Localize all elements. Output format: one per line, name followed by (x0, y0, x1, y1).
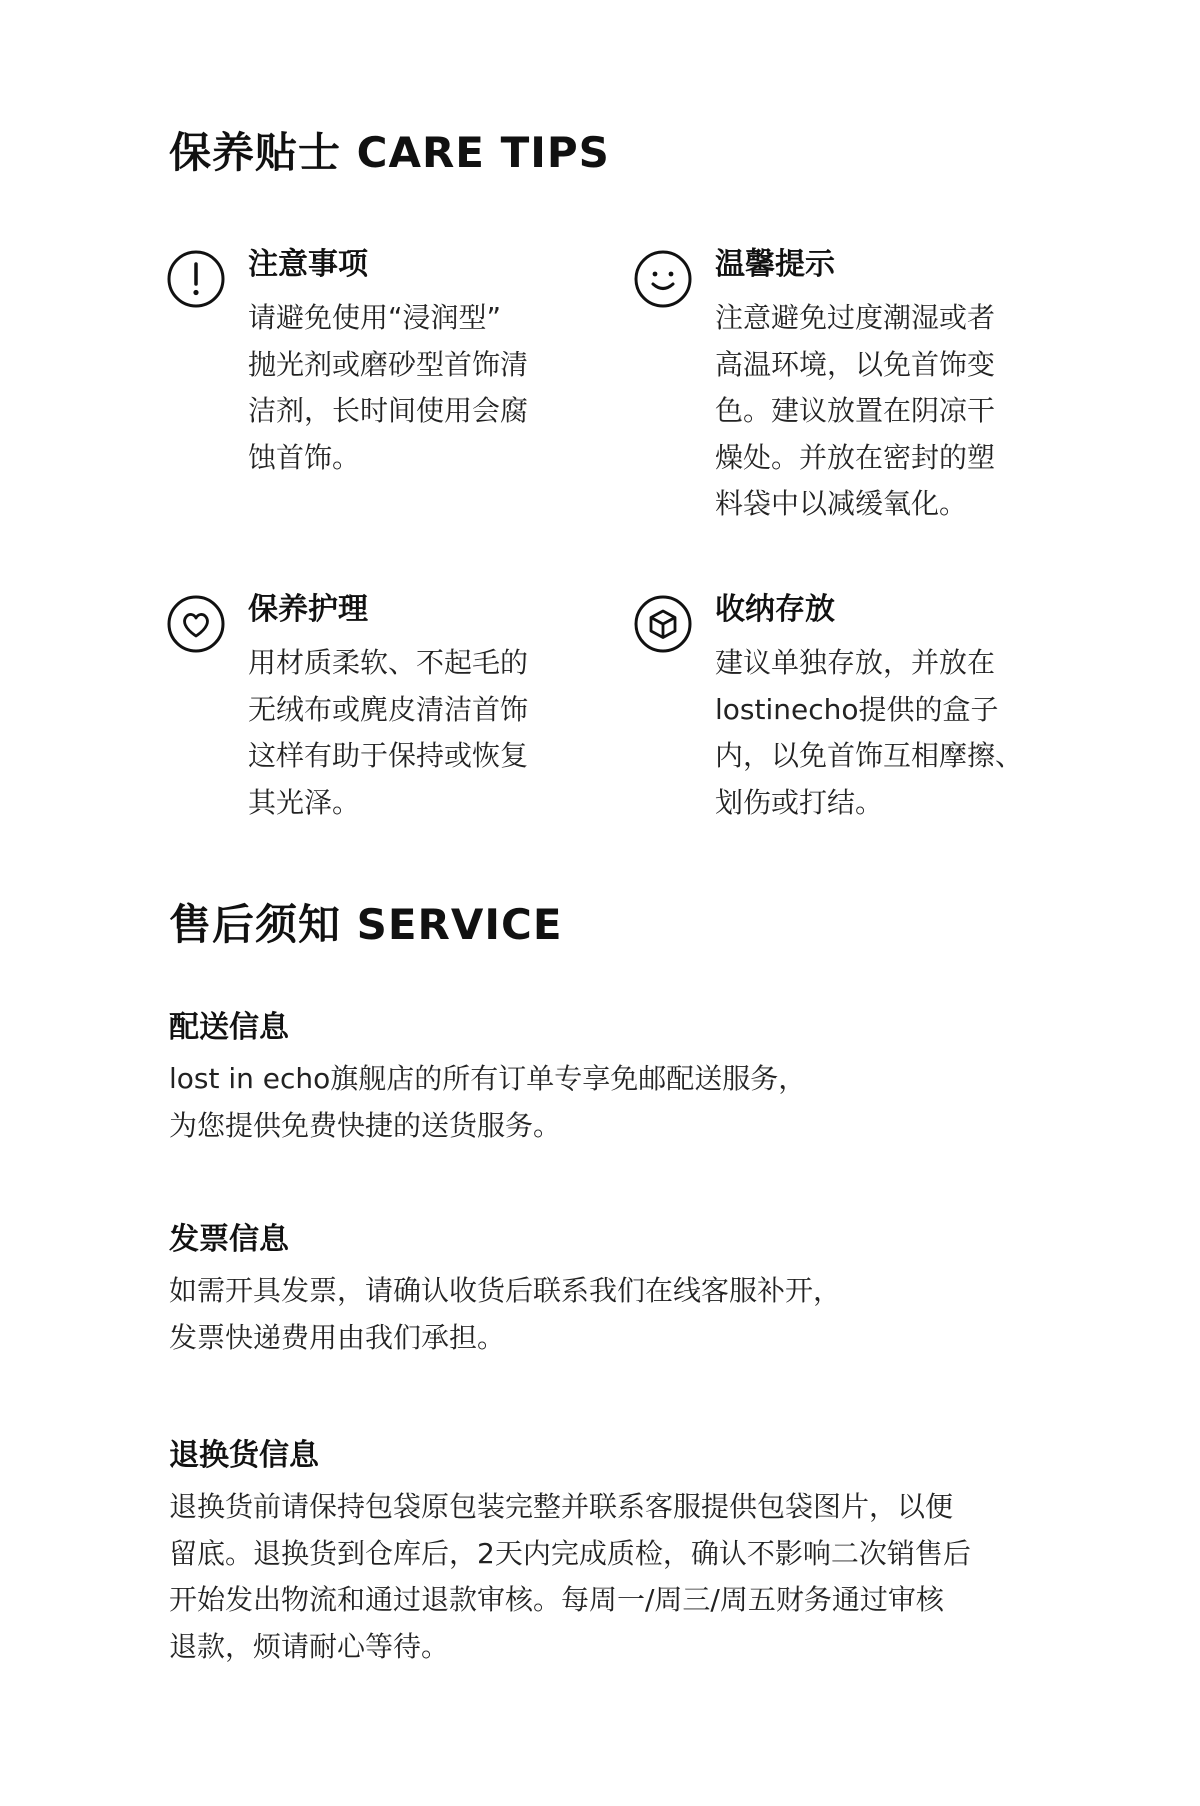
service-text (169, 1268, 1069, 1361)
heart-circle-icon (166, 594, 226, 654)
service-heading: 配送信息 (169, 1010, 289, 1045)
tip-text-line: 用材质柔软、不起毛的 (248, 646, 529, 679)
tip-text-line: 这样有助于保持或恢复 (248, 739, 529, 772)
service-heading: 发票信息 (169, 1222, 289, 1257)
tip-text-line: 其光泽。 (248, 785, 361, 819)
tip-text-line: 高温环境，以免首饰变 (715, 347, 996, 381)
service-text (169, 1484, 1069, 1670)
tip-text-line: 抛光剂或磨砂型首饰清 (248, 347, 529, 381)
tip-text-line: lostinecho提供的盒子 (715, 692, 999, 726)
service-text-line: 发票快递费用由我们承担。 (169, 1320, 506, 1354)
service-text (169, 1056, 1069, 1149)
tip-text-line: 建议单独存放，并放在 (715, 646, 996, 679)
tip-heading: 收纳存放 (715, 592, 835, 627)
tip-text-line: 色。建议放置在阴凉干 (715, 394, 996, 427)
service-shipping (169, 1008, 1069, 1149)
service-text-line: 如需开具发票，请确认收货后联系我们在线客服补开， (169, 1274, 842, 1307)
tip-text-line: 燥处。并放在密封的塑 (715, 440, 996, 474)
tip-text (715, 295, 995, 528)
service-text-line: 为您提供免费快捷的送货服务。 (169, 1108, 562, 1142)
service-text-line: lost in echo旗舰店的所有订单专享免邮配送服务， (169, 1062, 807, 1095)
care-tips-title: 保养贴士 CARE TIPS (169, 128, 610, 177)
service-returns (169, 1436, 1069, 1670)
tip-text-line: 注意避免过度潮湿或者 (715, 301, 996, 334)
service-text-line: 退款，烦请耐心等待。 (169, 1629, 450, 1663)
service-text-line: 退换货前请保持包袋原包装完整并联系客服提供包袋图片，以便 (169, 1490, 954, 1523)
tip-text (248, 640, 528, 826)
service-text-line: 开始发出物流和通过退款审核。每周一/周三/周五财务通过审核 (169, 1583, 944, 1616)
tip-text-line: 请避免使用“浸润型” (248, 301, 502, 334)
box-circle-icon (633, 594, 693, 654)
service-text-line: 留底。退换货到仓库后，2天内完成质检，确认不影响二次销售后 (169, 1536, 971, 1570)
tip-heading: 保养护理 (248, 592, 368, 627)
service-title: 售后须知 SERVICE (169, 900, 563, 949)
service-heading: 退换货信息 (169, 1438, 319, 1473)
smiley-face-icon (633, 249, 693, 309)
tip-text (248, 295, 528, 481)
tip-heading: 注意事项 (248, 247, 368, 282)
tip-text-line: 无绒布或麂皮清洁首饰 (248, 692, 529, 726)
service-invoice (169, 1220, 1069, 1361)
tip-text-line: 洁剂，长时间使用会腐 (248, 394, 529, 427)
tip-text-line: 料袋中以减缓氧化。 (715, 487, 968, 520)
tip-text-line: 划伤或打结。 (715, 785, 884, 819)
exclamation-circle-icon (166, 249, 226, 309)
tip-text-line: 蚀首饰。 (248, 440, 361, 474)
tip-text-line: 内，以免首饰互相摩擦、 (715, 739, 1024, 772)
tip-text (715, 640, 1023, 826)
tip-heading: 温馨提示 (715, 247, 835, 282)
